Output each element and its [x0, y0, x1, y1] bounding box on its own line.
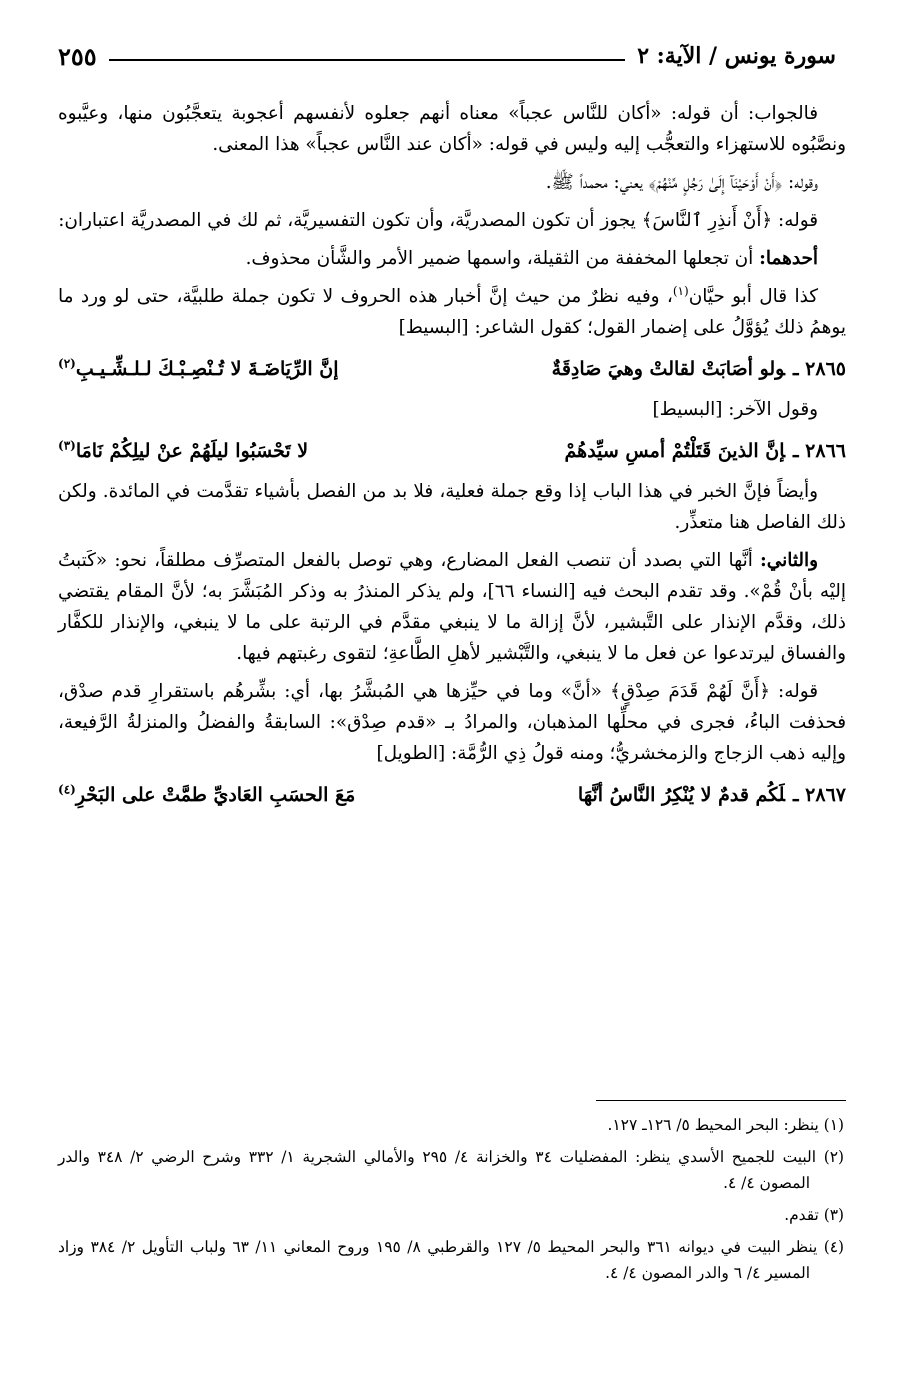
- verse-text: إنَّ الرِّيَاضَـةَ لا تُـنْصِـبْـكَ لـلـشِّـيـبِ: [75, 358, 339, 380]
- footnote: (٤) ينظر البيت في ديوانه ٣٦١ والبحر المحيط ٥/ ١٢٧ والقرطبي ٨/ ١٩٥ وروح المعاني ١١/ ٦٣ ولباب التأويل ٢/ ٣٨٤ وزاد المسير ٤/ ٦ والدر المصون ٤/ ٤.: [58, 1238, 845, 1282]
- verse-hemistich-second: [58, 776, 355, 814]
- paragraph-lead: والثاني:: [760, 550, 818, 571]
- footnote-ref: (٢): [58, 356, 76, 371]
- main-text: [58, 98, 846, 820]
- paragraph: قوله: ﴿أَنَّ لَهُمْ قَدَمَ صِدْقٍ﴾ «أنَّ» وما في حيِّزها هي المُبشَّرُ بها، أي: بشِّرهُم باستقرارِ قدم صدْق، فحذفت الباءُ، فجرى في محلِّها المذهبان، والمرادُ بـ «قدم صِدْق»: السابقةُ والفضلُ والمنزلةُ الرَّفيعة، وإليه ذهب الزجاج والزمخشريُّ؛ ومنه قولُ ذِي الرُّمَّة: [الطويل]: [58, 681, 846, 764]
- page-header: [58, 36, 836, 76]
- verse-hemistich-second: [58, 432, 308, 470]
- paragraph: وقوله: ﴿أَنْ أَوْحَيْنَآ إِلَىٰ رَجُلٍ مِّنْهُمْ﴾ يعني: محمداً ﷺ.: [545, 172, 818, 193]
- paragraph-text: أن تجعلها المخففة من الثقيلة، واسمها ضمير الأمر والشَّأن محذوف.: [245, 248, 760, 269]
- footnote-separator: [596, 1100, 846, 1101]
- verse-number: ٢٨٦٦ ـ: [792, 440, 846, 462]
- footnote-ref: (١): [672, 283, 689, 298]
- verse-hemistich-first: [552, 350, 846, 388]
- paragraph-text: أنَّها التي بصدد أن تنصب الفعل المضارع، وهي توصل بالفعل المتصرِّف مطلقاً، نحو: «كَتبتُ إليْه بأنْ قُمْ». وقد تقدم البحث فيه [النساء ٦٦]، ولم يذكر المنذرُ به وذكر المُبَشَّرَ به؛ لأنَّ المقام يقتضي ذلك، وقدَّم الإنذار على التَّبشير، لأنَّ إزالة ما لا ينبغي مقدَّم في الرتبة على ما لا ينبغي، والإنذار للكفَّار والفساق ليرتدعوا عن فعل ما لا ينبغي، والتَّبْشير لأهلِ الطَّاعةِ؛ لتقوى رغبتهم فيها.: [58, 550, 846, 664]
- verse-number: ٢٨٦٧ ـ: [792, 784, 846, 806]
- paragraph: فالجواب: أن قوله: «أكان للنَّاس عجباً» معناه أنهم جعلوه لأنفسهم أعجوبة يتعجَّبُون منها، وعيَّبوه ونصَّبُوه للاستهزاء والتعجُّب إليه وليس في قوله: «أكان عند النَّاس عجباً» هذا المعنى.: [58, 103, 846, 155]
- footnotes: [58, 1112, 844, 1292]
- verse-hemistich-first: [578, 776, 846, 814]
- verse-hemistich-first: [565, 432, 846, 470]
- footnote-ref: (٤): [58, 782, 76, 797]
- paragraph: وقول الآخر: [البسيط]: [652, 399, 818, 420]
- running-title: سورة يونس / الآية: ٢: [637, 43, 836, 69]
- paragraph: [58, 545, 846, 669]
- verse-number: ٢٨٦٥ ـ: [792, 358, 846, 380]
- paragraph: وأيضاً فإنَّ الخبر في هذا الباب إذا وقع جملة فعلية، فلا بد من الفصل بأشياء تقدَّمت في المائدة. ولكن ذلك الفاصل هنا متعذِّر.: [58, 481, 846, 533]
- footnote: (١) ينظر: البحر المحيط ٥/ ١٢٦ـ ١٢٧.: [607, 1116, 844, 1134]
- verse-text: لَكُم قدمٌ لا يُنْكِرُ النَّاسُ أنَّهَا: [577, 784, 785, 806]
- paragraph-text: ، وفيه نظرٌ من حيث إنَّ أخبار هذه الحروف لا تكون جملة طلبيَّة، حتى لو ورد ما يوهمُ ذلك يُؤوَّلُ على إضمار القول؛ كقول الشاعر: [البسيط]: [58, 286, 846, 338]
- verse-text: ولو أصَابَتْ لقالتْ وهيَ صَادِقَةٌ: [551, 358, 785, 380]
- footnote: (٢) البيت للجميح الأسدي ينظر: المفضليات ٣٤ والخزانة ٤/ ٢٩٥ والأمالي الشجرية ١/ ٣٣٢ وشرح الرضي ٢/ ٣٤٨ والدر المصون ٤/ ٤.: [58, 1148, 845, 1192]
- verse-line: [58, 432, 846, 470]
- header-rule: [109, 59, 626, 61]
- paragraph: [58, 281, 846, 343]
- page-number: ٢٥٥: [58, 41, 97, 71]
- verse-text: مَعَ الحسَبِ العَاديِّ طمَّتْ على البَحْرِ: [75, 784, 356, 806]
- verse-hemistich-second: [58, 350, 339, 388]
- verse-text: إنَّ الذينَ قَتَلْتُمْ أمسِ سيِّدهُمْ: [564, 440, 785, 462]
- paragraph: [58, 243, 846, 274]
- paragraph-text: كذا قال أبو حيَّان: [688, 286, 818, 307]
- verse-line: [58, 776, 846, 814]
- footnote: (٣) تقدم.: [784, 1206, 844, 1224]
- paragraph: قوله: ﴿أَنْ أَنذِرِ ٱلنَّاسَ﴾ يجوز أن تكون المصدريَّة، وأن تكون التفسيريَّة، ثم لك في المصدريَّة اعتباران:: [58, 210, 818, 231]
- paragraph-lead: أحدهما:: [759, 248, 818, 269]
- footnote-ref: (٣): [58, 438, 76, 453]
- verse-line: [58, 350, 846, 388]
- verse-text: لا تَحْسَبُوا ليلَهُمْ عنْ ليلِكُمْ نَامَا: [75, 440, 309, 462]
